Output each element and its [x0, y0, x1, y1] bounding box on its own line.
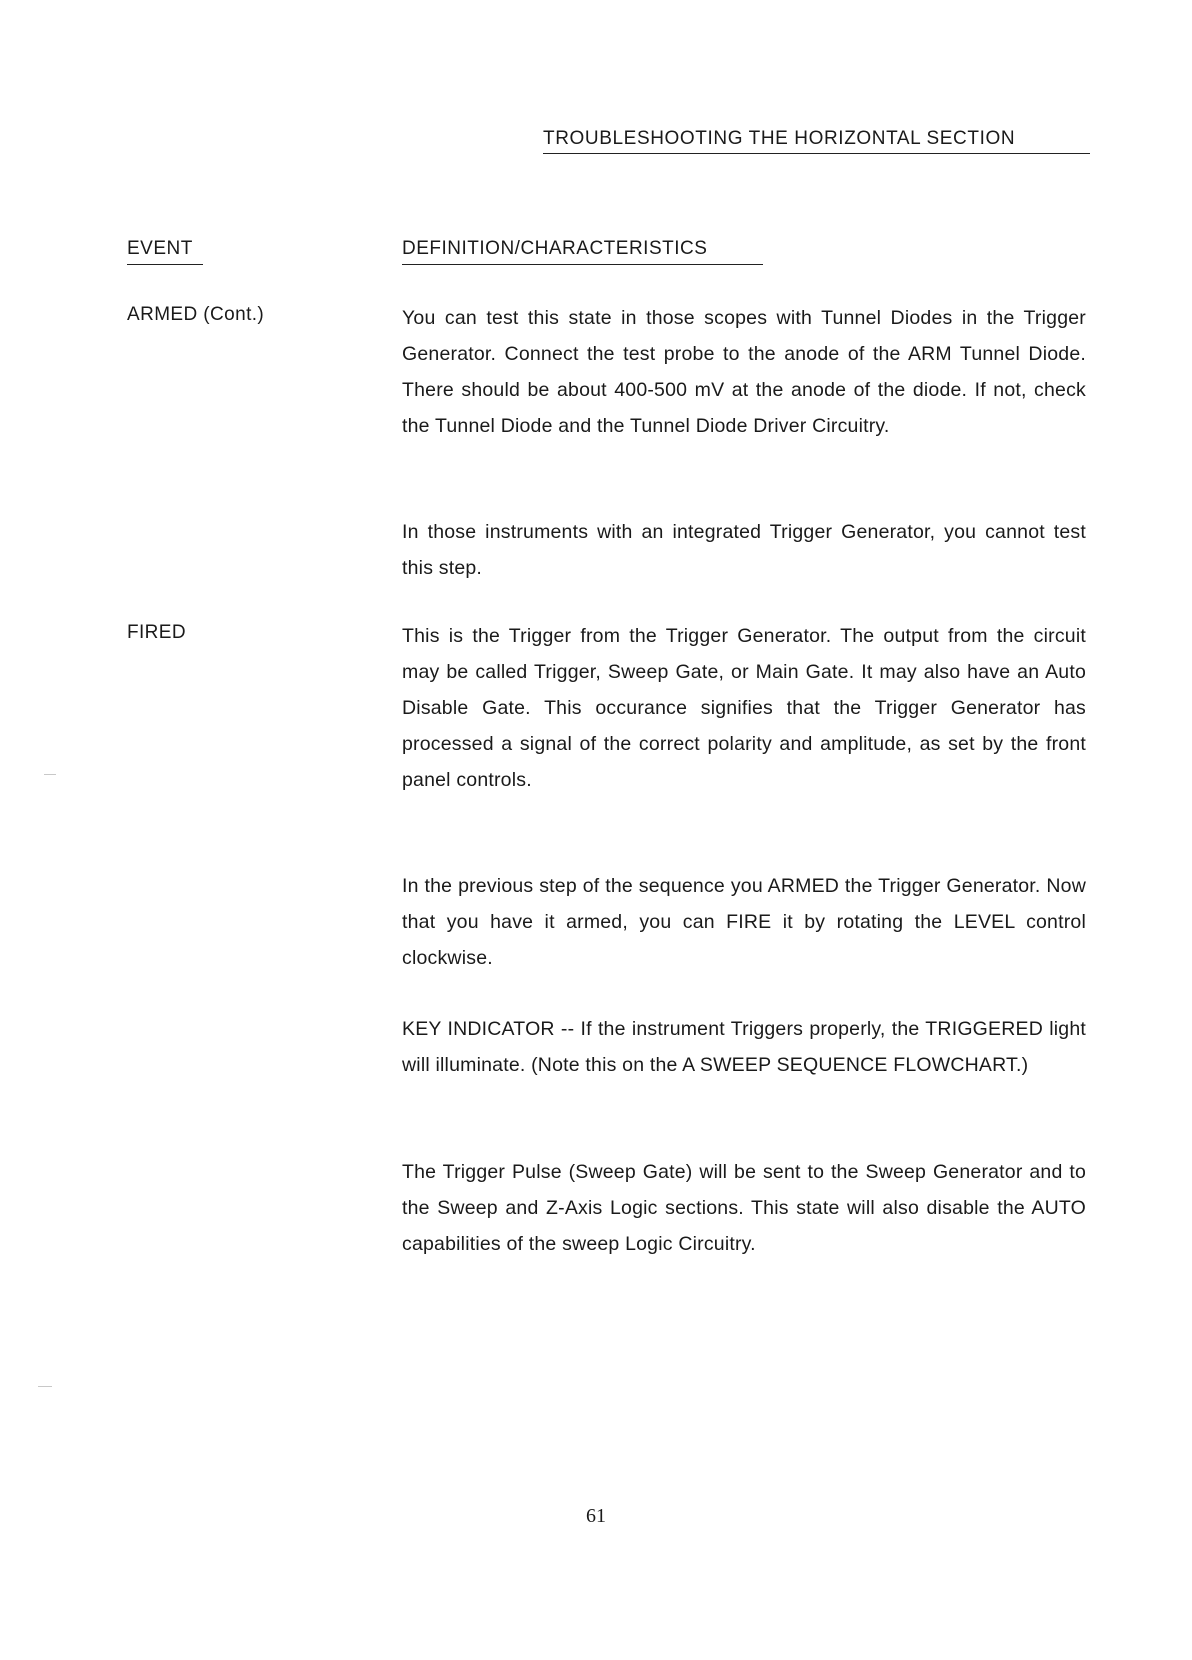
scan-speck [44, 774, 56, 775]
event-label-armed: ARMED (Cont.) [127, 304, 265, 325]
definition-column-heading: DEFINITION/CHARACTERISTICS [402, 238, 763, 265]
fired-paragraph-1: This is the Trigger from the Trigger Generator. The output from the circuit may be called Trigger, Sweep Gate, or Main Gate. It may also have an Auto Disable Gate. This occurance signifies that the Trigger Generator has processed a signal of the correct polarity and amplitude, as set by the front panel controls. [402, 625, 1086, 791]
fired-paragraph-2: In the previous step of the sequence you ARMED the Trigger Generator. Now that you have it armed, you can FIRE it by rotating the LEVEL control clockwise. [402, 875, 1086, 969]
scan-speck [38, 1386, 52, 1387]
armed-paragraph-1: You can test this state in those scopes with Tunnel Diodes in the Trigger Generator. Connect the test probe to the anode of the ARM Tunnel Diode. There should be about 400-500 mV at the anode of the diode. If not, check the Tunnel Diode and the Tunnel Diode Driver Circuitry. [402, 307, 1086, 437]
fired-paragraph-3-key-indicator: KEY INDICATOR -- If the instrument Triggers properly, the TRIGGERED light will illuminate. (Note this on the A SWEEP SEQUENCE FLOWCHART.) [402, 1018, 1086, 1076]
fired-paragraph-4: The Trigger Pulse (Sweep Gate) will be sent to the Sweep Generator and to the Sweep and Z-Axis Logic sections. This state will also disable the AUTO capabilities of the sweep Logic Circuitry. [402, 1161, 1086, 1255]
armed-paragraph-2: In those instruments with an integrated Trigger Generator, you cannot test this step. [402, 521, 1086, 579]
event-column-heading: EVENT [127, 238, 203, 265]
page-header-title: TROUBLESHOOTING THE HORIZONTAL SECTION [543, 128, 1090, 154]
event-label-fired: FIRED [127, 622, 186, 643]
page-number: 61 [586, 1505, 606, 1527]
